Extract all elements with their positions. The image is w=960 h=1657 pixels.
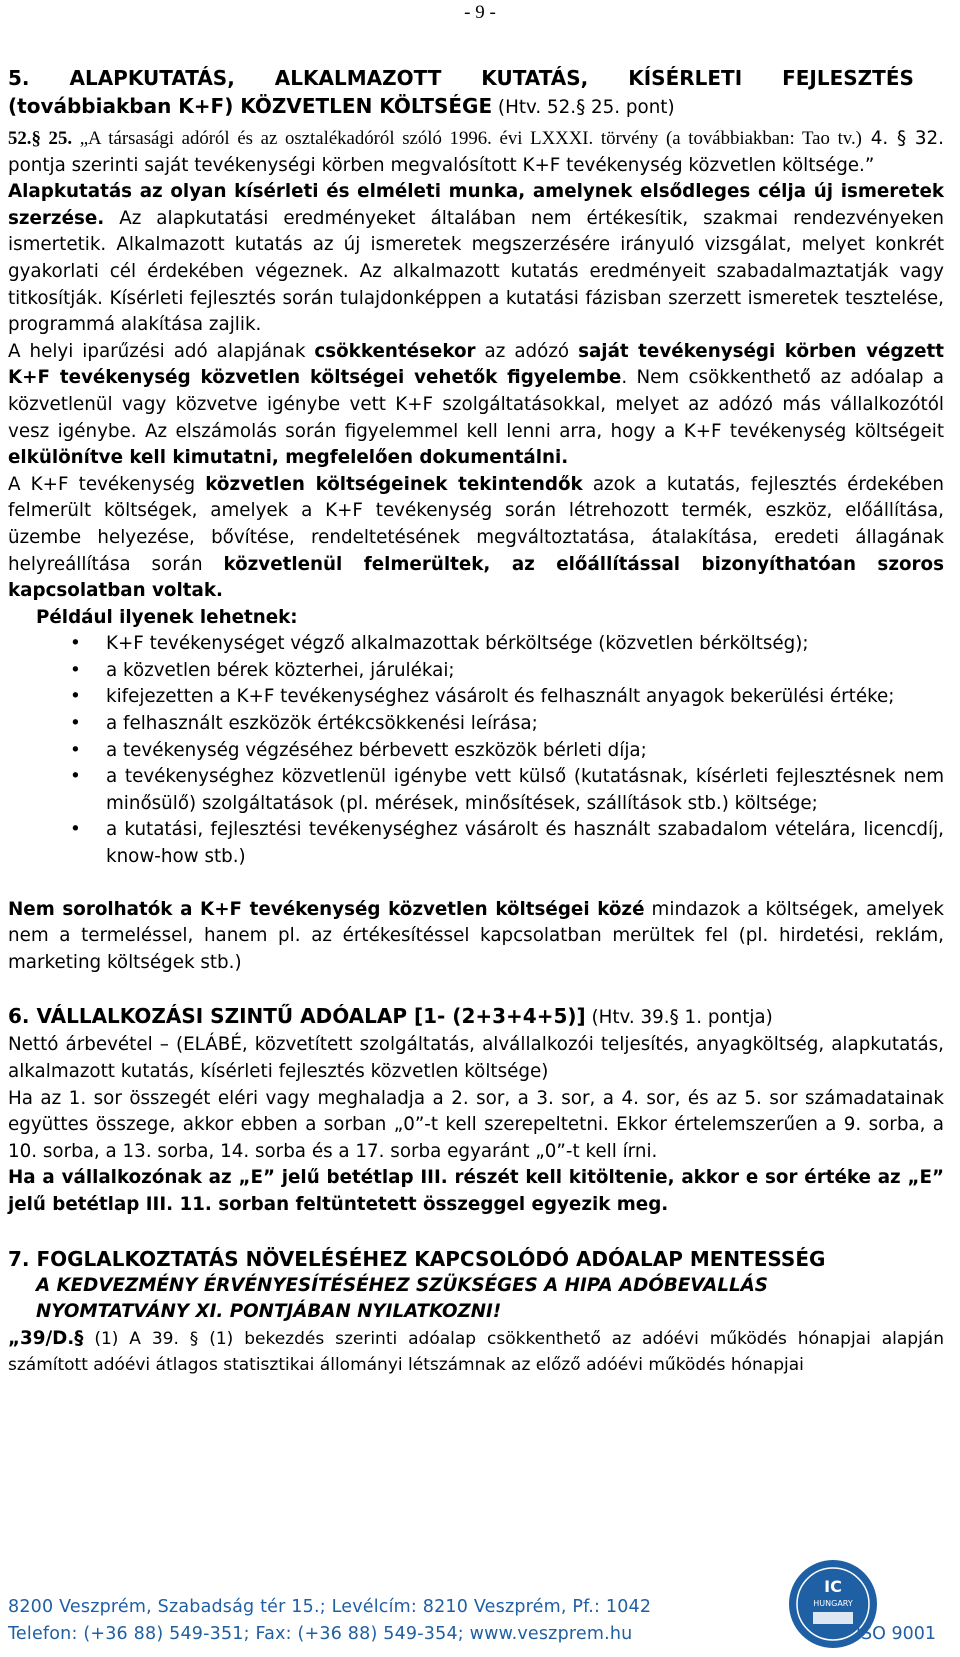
exclusions-bold: Nem sorolhatók a K+F tevékenység közvetlen költségei közé [8,898,645,920]
spacer [8,1219,944,1245]
section-5-quote [8,126,944,179]
bold-run: közvetlenül felmerültek, az előállítással bizonyíthatóan szoros kapcsolatban voltak. [8,553,944,602]
logo-text-hungary: HUNGARY [813,1599,853,1608]
text-run: A K+F tevékenység [8,473,206,495]
section-6-note: Ha a vállalkozónak az „E” jelű betétlap III. részét kell kitöltenie, akkor e sor értéke az „E” jelű betétlap III. 11. sorban feltüntetett összeggel egyezik meg. [8,1167,944,1215]
section-7-paragraph [8,1326,944,1379]
section-6-title: 6. VÁLLALKOZÁSI SZINTŰ ADÓALAP [1- (2+3+4+5)] [8,1004,586,1029]
bold-run: közvetlen költségeinek tekintendők [205,473,583,495]
section-6-rule: Ha az 1. sor összegét eléri vagy meghaladja a 2. sor, a 3. sor, a 4. sor, és az 5. sor számadatainak együttes összege, akkor ebben a sorban „0”-t kell szerepeltetni. Ekkor értelemszerűen a 9. sorba, a 10. sorba, a 13. sorba, 14. sorba és a 17. sorba egyaránt „0”-t kell írni. [8,1087,944,1162]
logo-text-ic: IC [824,1577,842,1596]
page-footer [8,1577,948,1656]
bold-run: elkülönítve kell kimutatni, megfelelően dokumentálni. [8,447,569,469]
footer-contact: Telefon: (+36 88) 549-351; Fax: (+36 88) 549-354; www.veszprem.hu [8,1624,633,1644]
section-6-heading [8,1002,944,1032]
footer-address: 8200 Veszprém, Szabadság tér 15.; Levélcím: 8210 Veszprém, Pf.: 1042 [8,1597,652,1617]
text-run: . Nem csökkenthető az adóalap a közvetlenül vagy közvetve igénybe vett K+F szolgáltatásokkal, melyet az adózó más vállalkozótól vesz igénybe. Az elszámolás során figyelemmel kell lenni arra, hogy a K+F tevékenység költségeit [8,367,944,442]
bold-run: csökkentésekor [314,340,476,362]
quote-text: 4. § 32. pontja szerinti saját tevékenységi körben megvalósított K+F tevékenység közvetlen költsége.” [8,128,944,176]
list-item: • a közvetlen bérek közterhei, járulékai; [8,658,944,685]
page-number: - 9 - [464,2,496,23]
list-item: • a tevékenység végzéséhez bérbevett eszközök bérleti díja; [8,738,944,765]
list-item: • a tevékenységhez közvetlenül igénybe vett külső (kutatásnak, kísérleti fejlesztésnek nem minősülő) szolgáltatások (pl. mérések, minősítések, szállítások stb.) költsége; [8,764,944,817]
list-item: • kifejezetten a K+F tevékenységhez vásárolt és felhasznált anyagok bekerülési értéke; [8,684,944,711]
bold-run: saját tevékenységi körben végzett K+F tevékenység közvetlen költségei vehetők figyelembe [8,340,944,389]
exclusions-paragraph [8,897,944,977]
definitions-text: Az alapkutatási eredményeket általában nem értékesítik, szakmai rendezvényeken ismertetik. Alkalmazott kutatás az új ismeretek megszerzésére irányuló vizsgálat, melyet konkrét gyakorlati cél érdekében végeznek. Az alkalmazott kutatás eredményeit szabadalmaztatják vagy titkosítják. Kísérleti fejlesztés során tulajdonképpen a kutatási fázisban szerzett ismeretek tesztelése, programmá alakítása zajlik. [8,207,944,336]
section-5-reference: (Htv. 52.§ 25. pont) [492,97,675,118]
section-5-heading-line1: 5. ALAPKUTATÁS, ALKALMAZOTT KUTATÁS, KÍSÉRLETI FEJLESZTÉS [8,66,914,90]
definitions-paragraph [8,179,944,339]
section-6-reference: (Htv. 39.§ 1. pontja) [585,1007,773,1029]
law-text: (1) A 39. § (1) bekezdés szerinti adóalap csökkenthető az adóévi működés hónapjai alapján számított adóévi átlagos statisztikai állományi létszámnak az előző adóévi működés hónapjai [8,1328,944,1376]
iso-certification: ISO 9001 [855,1624,936,1644]
section-7-heading: 7. FOGLALKOZTATÁS NÖVELÉSÉHEZ KAPCSOLÓDÓ ADÓALAP MENTESSÉG [8,1246,826,1271]
section-6-formula: Nettó árbevétel – (ELÁBÉ, közvetített szolgáltatás, alvállalkozói teljesítés, anyagköltség, alapkutatás, alkalmazott kutatás, kísérleti fejlesztés közvetlen költsége) [8,1034,944,1082]
examples-list [8,631,944,870]
basic-research-definition: Alapkutatás az olyan kísérleti és elméleti munka, amelynek elsődleges célja új ismeretek szerzése. [8,181,944,229]
section-7-notice-line1: A KEDVEZMÉNY ÉRVÉNYESÍTÉSÉHEZ SZÜKSÉGES A HIPA ADÓBEVALLÁS [36,1274,768,1296]
list-item: • K+F tevékenységet végző alkalmazottak bérköltsége (közvetlen bérköltség); [8,631,944,658]
spacer [8,976,944,1002]
text-run: az adózó [475,340,579,362]
exclusions-text: mindazok a költségek, amelyek nem a termeléssel, hanem pl. az értékesítéssel kapcsolatban merültek fel (pl. hirdetési, reklám, marketing költségek stb.) [8,898,945,973]
spacer [8,871,944,897]
section-7-notice-line2: NYOMTATVÁNY XI. PONTJÁBAN NYILATKOZNI! [36,1301,502,1323]
document-body [8,64,944,1379]
examples-heading: Például ilyenek lehetnek: [36,606,298,628]
direct-costs-paragraph [8,472,944,605]
section-5-heading-line2 [8,92,944,122]
text-run: A helyi iparűzési adó alapjának [8,340,315,362]
quote-law-title: „A társasági adóról és az osztalékadóról szóló 1996. évi LXXXI. törvény (a továbbiakban: Tao tv.) [72,128,862,149]
section-5-heading-bold: (továbbiakban K+F) KÖZVETLEN KÖLTSÉGE [8,94,493,118]
quote-reference: 52.§ 25. [8,128,73,149]
tax-base-paragraph [8,339,944,472]
list-item: • a kutatási, fejlesztési tevékenységhez vásárolt és használt szabadalom vételára, licencdíj, know-how stb.) [8,817,944,870]
list-item: • a felhasznált eszközök értékcsökkenési leírása; [8,711,944,738]
text-run: azok a kutatás, fejlesztés érdekében felmerült költségek, amelyek a K+F tevékenység során létrehozott termék, eszköz, előállítása, üzembe helyezése, bővítése, rendeltetésének megváltoztatása, átalakítása, eredeti állagának helyreállítása során [8,473,944,575]
law-reference: „39/D.§ [8,1327,84,1349]
